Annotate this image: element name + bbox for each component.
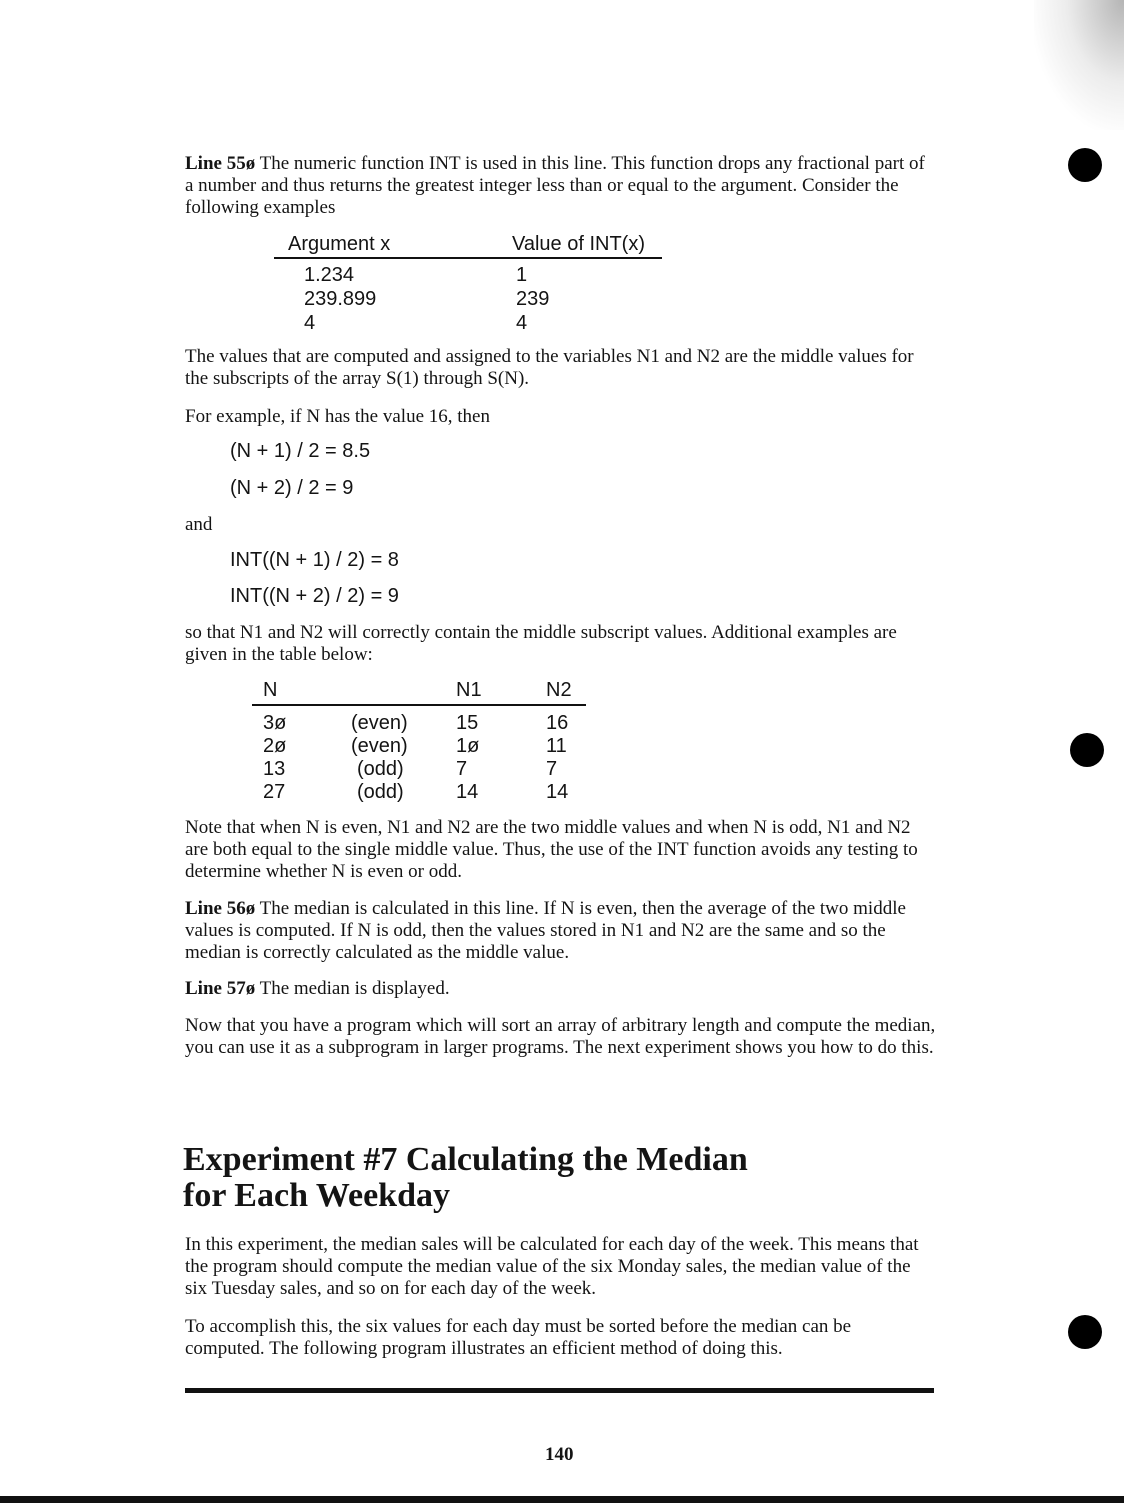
section-heading (183, 1142, 748, 1214)
table-cell: 4 (304, 312, 316, 334)
table-row (274, 311, 662, 335)
punch-hole (1068, 1315, 1102, 1349)
table-cell: 2ø (263, 735, 287, 757)
table-cell: 7 (456, 758, 468, 780)
page-number: 140 (545, 1444, 574, 1465)
table-cell: (odd) (357, 781, 404, 803)
table-cell: 14 (546, 781, 569, 803)
column-header (351, 679, 452, 705)
table-cell: (even) (351, 712, 408, 734)
paragraph: The values that are computed and assigned to the variables N1 and N2 are the middle values for the subscripts of the array S(1) through S(N). (185, 346, 914, 389)
line-label: Line 56ø (185, 898, 256, 919)
table-cell: 27 (263, 781, 286, 803)
paragraph: Now that you have a program which will sort an array of arbitrary length and compute the median, you can use it as a subprogram in larger programs. The next experiment shows you how to do this. (185, 1015, 936, 1058)
paragraph: Note that when N is even, N1 and N2 are the two middle values and when N is odd, N1 and N2 are both equal to the single middle value. Thus, the use of the INT function avoids any testing to determine whether N is even or odd. (185, 817, 918, 882)
paragraph: For example, if N has the value 16, then (185, 406, 490, 427)
table-row (252, 781, 586, 804)
line-label: Line 55ø (185, 153, 256, 174)
table-cell: 7 (546, 758, 558, 780)
paragraph-text: The median is displayed. (255, 978, 450, 999)
table-row (252, 758, 586, 781)
paragraph-text: The median is calculated in this line. If N is even, then the average of the two middle values is computed. If N is odd, then the values stored in N1 and N2 are the same and so the median is correctly calculated as the middle value. (185, 898, 906, 963)
formula: (N + 1) / 2 = 8.5 (230, 440, 371, 462)
table-cell: 3ø (263, 712, 287, 734)
table-cell: 239 (516, 288, 550, 310)
table-cell: 1ø (456, 735, 480, 757)
table-cell: 1 (516, 264, 528, 286)
horizontal-rule (185, 1388, 934, 1393)
table-cell: 15 (456, 712, 479, 734)
paragraph-text: The numeric function INT is used in this line. This function drops any fractional part of a number and thus returns the greatest integer less than or equal to the argument. Consider the following examples (185, 153, 925, 218)
paragraph: To accomplish this, the six values for each day must be sorted before the median can be computed. The following program illustrates an efficient method of doing this. (185, 1316, 852, 1359)
table-cell: (even) (351, 735, 408, 757)
scan-bottom-edge (0, 1496, 1124, 1503)
heading-line: Experiment #7 Calculating the Median (183, 1141, 748, 1178)
table-cell: 1.234 (304, 264, 355, 286)
column-header: Argument x (288, 233, 391, 255)
paragraph-line-570 (185, 978, 925, 1000)
median-subscripts-table (252, 679, 586, 804)
paragraph: and (185, 514, 213, 535)
table-row (274, 258, 662, 287)
table-cell: 11 (546, 735, 567, 757)
heading-line: for Each Weekday (183, 1177, 450, 1214)
formula: INT((N + 2) / 2) = 9 (230, 585, 399, 607)
punch-hole (1068, 148, 1102, 182)
paragraph: so that N1 and N2 will correctly contain the middle subscript values. Additional examples are given in the table below: (185, 622, 897, 665)
table-row (274, 287, 662, 311)
table-header-row (274, 233, 662, 258)
table-cell: 4 (516, 312, 528, 334)
table-cell: 14 (456, 781, 479, 803)
table-row (252, 735, 586, 758)
punch-hole (1070, 733, 1104, 767)
paragraph: In this experiment, the median sales will be calculated for each day of the week. This means that the program should compute the median value of the six Monday sales, the median value of the six Tuesday sales, and so on for each day of the week. (185, 1234, 919, 1299)
table-header-row (252, 679, 586, 705)
table-row (252, 705, 586, 735)
line-label: Line 57ø (185, 978, 256, 999)
scan-corner-shadow (1034, 0, 1124, 130)
column-header: Value of INT(x) (512, 233, 645, 255)
column-header: N1 (456, 679, 482, 701)
int-examples-table (274, 233, 662, 335)
formula: (N + 2) / 2 = 9 (230, 477, 354, 499)
column-header: N (263, 679, 278, 701)
formula: INT((N + 1) / 2) = 8 (230, 549, 399, 571)
table-cell: 16 (546, 712, 569, 734)
column-header: N2 (546, 679, 572, 701)
paragraph-line-550 (185, 153, 925, 219)
table-cell: (odd) (357, 758, 404, 780)
paragraph-line-560 (185, 898, 925, 964)
table-cell: 13 (263, 758, 286, 780)
table-cell: 239.899 (304, 288, 377, 310)
